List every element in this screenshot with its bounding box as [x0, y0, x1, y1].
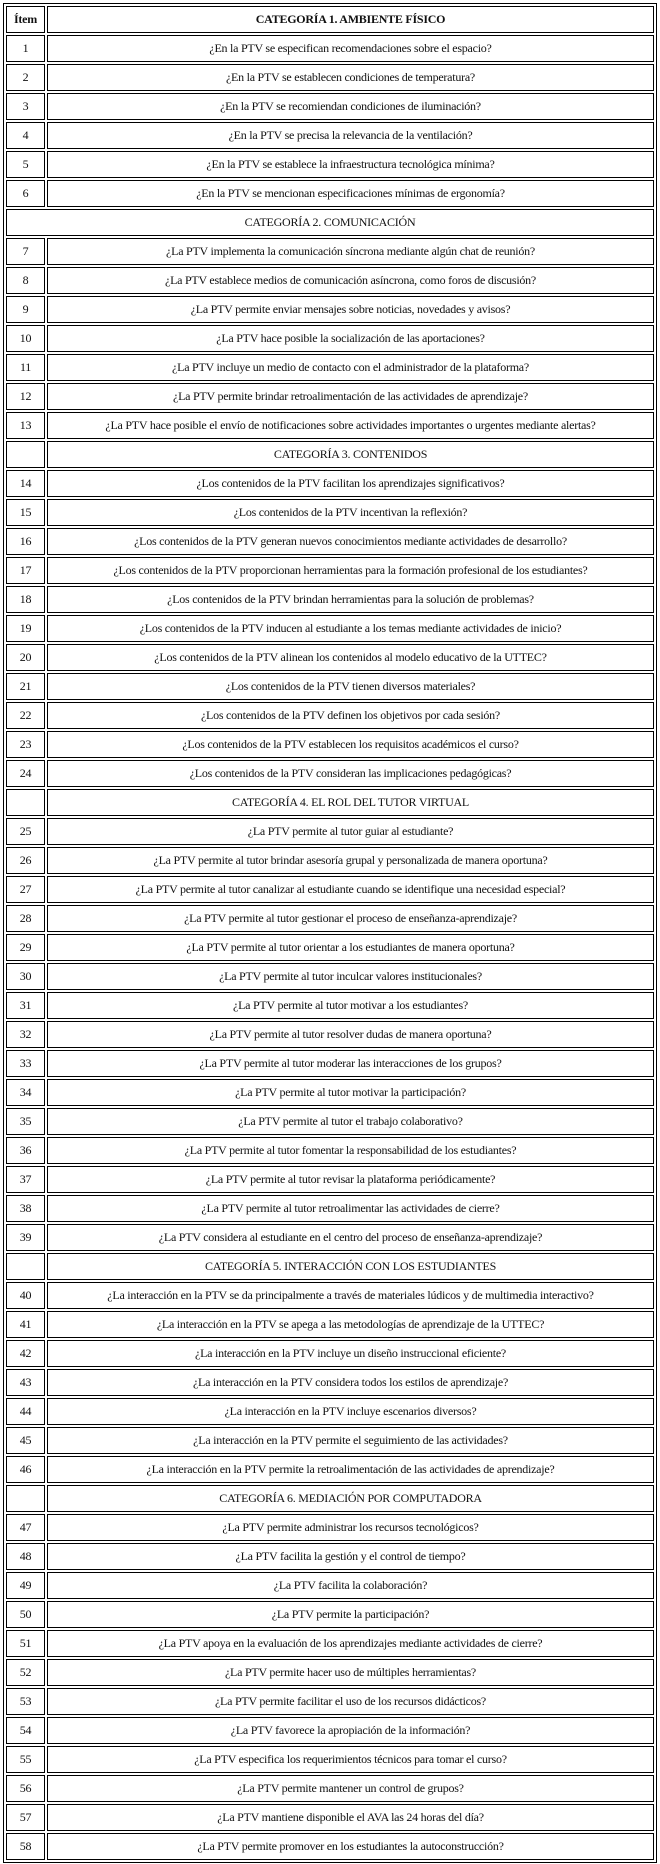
item-number: 20 [6, 644, 45, 671]
item-question: ¿La PTV hace posible la socialización de las aportaciones? [47, 325, 654, 352]
table-row [6, 1079, 654, 1106]
table-row [6, 354, 654, 381]
item-number: 22 [6, 702, 45, 729]
table-row [6, 1456, 654, 1483]
item-number: 15 [6, 499, 45, 526]
table-row [6, 122, 654, 149]
item-number: 45 [6, 1427, 45, 1454]
item-question: ¿La PTV facilita la gestión y el control de tiempo? [47, 1543, 654, 1570]
item-number: 37 [6, 1166, 45, 1193]
item-question: ¿En la PTV se establece la infraestructura tecnológica mínima? [47, 151, 654, 178]
item-number: 11 [6, 354, 45, 381]
table-row [6, 35, 654, 62]
empty-item-cell [6, 1485, 45, 1512]
table-row [6, 1659, 654, 1686]
item-question: ¿La PTV permite al tutor brindar asesoría grupal y personalizada de manera oportuna? [47, 847, 654, 874]
item-number: 41 [6, 1311, 45, 1338]
item-number: 17 [6, 557, 45, 584]
item-question: ¿Los contenidos de la PTV facilitan los aprendizajes significativos? [47, 470, 654, 497]
item-question: ¿La PTV implementa la comunicación síncrona mediante algún chat de reunión? [47, 238, 654, 265]
item-number: 36 [6, 1137, 45, 1164]
item-number: 18 [6, 586, 45, 613]
item-question: ¿La PTV permite al tutor retroalimentar las actividades de cierre? [47, 1195, 654, 1222]
table-row [6, 470, 654, 497]
table-row [6, 1340, 654, 1367]
item-number: 28 [6, 905, 45, 932]
table-row [6, 1833, 654, 1860]
category-row [6, 441, 654, 468]
item-question: ¿La PTV permite facilitar el uso de los recursos didácticos? [47, 1688, 654, 1715]
table-row [6, 499, 654, 526]
category-title: CATEGORÍA 5. INTERACCIÓN CON LOS ESTUDIANTES [47, 1253, 654, 1280]
item-number: 33 [6, 1050, 45, 1077]
item-number: 14 [6, 470, 45, 497]
item-question: ¿La PTV permite brindar retroalimentación de las actividades de aprendizaje? [47, 383, 654, 410]
item-question: ¿La PTV incluye un medio de contacto con el administrador de la plataforma? [47, 354, 654, 381]
item-question: ¿La PTV favorece la apropiación de la información? [47, 1717, 654, 1744]
item-question: ¿La PTV permite al tutor moderar las interacciones de los grupos? [47, 1050, 654, 1077]
item-question: ¿La PTV permite al tutor guiar al estudiante? [47, 818, 654, 845]
table-row [6, 586, 654, 613]
item-number: 16 [6, 528, 45, 555]
table-row [6, 1688, 654, 1715]
item-number: 8 [6, 267, 45, 294]
item-question: ¿Los contenidos de la PTV definen los objetivos por cada sesión? [47, 702, 654, 729]
item-question: ¿Los contenidos de la PTV generan nuevos conocimientos mediante actividades de desarrollo? [47, 528, 654, 555]
item-question: ¿La PTV permite promover en los estudiantes la autoconstrucción? [47, 1833, 654, 1860]
category-row [6, 1253, 654, 1280]
item-number: 5 [6, 151, 45, 178]
items-table [3, 3, 657, 1863]
table-row [6, 1804, 654, 1831]
item-number: 21 [6, 673, 45, 700]
table-row [6, 818, 654, 845]
item-number: 9 [6, 296, 45, 323]
item-question: ¿Los contenidos de la PTV consideran las implicaciones pedagógicas? [47, 760, 654, 787]
category-title: CATEGORÍA 3. CONTENIDOS [47, 441, 654, 468]
item-number: 7 [6, 238, 45, 265]
item-question: ¿Los contenidos de la PTV alinean los contenidos al modelo educativo de la UTTEC? [47, 644, 654, 671]
table-row [6, 383, 654, 410]
table-row [6, 557, 654, 584]
table-row [6, 644, 654, 671]
item-number: 4 [6, 122, 45, 149]
item-question: ¿La PTV permite al tutor el trabajo colaborativo? [47, 1108, 654, 1135]
item-question: ¿La interacción en la PTV permite la retroalimentación de las actividades de aprendizaje? [47, 1456, 654, 1483]
item-question: ¿Los contenidos de la PTV inducen al estudiante a los temas mediante actividades de inicio? [47, 615, 654, 642]
item-number: 31 [6, 992, 45, 1019]
table-row [6, 412, 654, 439]
item-question: ¿La PTV permite la participación? [47, 1601, 654, 1628]
item-question: ¿Los contenidos de la PTV proporcionan herramientas para la formación profesional de los estudiantes? [47, 557, 654, 584]
item-question: ¿La PTV considera al estudiante en el centro del proceso de enseñanza-aprendizaje? [47, 1224, 654, 1251]
item-number: 25 [6, 818, 45, 845]
item-question: ¿Los contenidos de la PTV establecen los requisitos académicos el curso? [47, 731, 654, 758]
item-question: ¿La PTV permite al tutor gestionar el proceso de enseñanza-aprendizaje? [47, 905, 654, 932]
item-number: 26 [6, 847, 45, 874]
table-row [6, 760, 654, 787]
table-row [6, 1311, 654, 1338]
table-row [6, 1369, 654, 1396]
item-question: ¿La PTV permite al tutor motivar a los estudiantes? [47, 992, 654, 1019]
item-number: 56 [6, 1775, 45, 1802]
item-number: 12 [6, 383, 45, 410]
item-question: ¿La PTV hace posible el envío de notificaciones sobre actividades importantes o urgentes mediante alertas? [47, 412, 654, 439]
item-number: 35 [6, 1108, 45, 1135]
item-number: 23 [6, 731, 45, 758]
category-title: CATEGORÍA 2. COMUNICACIÓN [6, 209, 654, 236]
item-question: ¿La PTV permite mantener un control de grupos? [47, 1775, 654, 1802]
item-number: 52 [6, 1659, 45, 1686]
empty-item-cell [6, 1253, 45, 1280]
table-row [6, 1137, 654, 1164]
table-row [6, 1601, 654, 1628]
table-row [6, 1282, 654, 1309]
item-number: 34 [6, 1079, 45, 1106]
item-number: 1 [6, 35, 45, 62]
header-row [6, 6, 654, 33]
table-row [6, 963, 654, 990]
item-number: 51 [6, 1630, 45, 1657]
table-row [6, 1021, 654, 1048]
item-question: ¿La PTV permite al tutor fomentar la responsabilidad de los estudiantes? [47, 1137, 654, 1164]
item-question: ¿La PTV facilita la colaboración? [47, 1572, 654, 1599]
item-question: ¿En la PTV se precisa la relevancia de la ventilación? [47, 122, 654, 149]
item-question: ¿La interacción en la PTV permite el seguimiento de las actividades? [47, 1427, 654, 1454]
item-number: 19 [6, 615, 45, 642]
item-question: ¿La PTV permite hacer uso de múltiples herramientas? [47, 1659, 654, 1686]
table-row [6, 296, 654, 323]
table-row [6, 1050, 654, 1077]
item-number: 55 [6, 1746, 45, 1773]
table-row [6, 1543, 654, 1570]
item-column-header: Ítem [6, 6, 45, 33]
item-question: ¿La PTV permite al tutor orientar a los estudiantes de manera oportuna? [47, 934, 654, 961]
item-number: 44 [6, 1398, 45, 1425]
table-row [6, 1717, 654, 1744]
table-row [6, 1108, 654, 1135]
item-question: ¿Los contenidos de la PTV incentivan la reflexión? [47, 499, 654, 526]
item-number: 47 [6, 1514, 45, 1541]
item-number: 43 [6, 1369, 45, 1396]
item-question: ¿La PTV especifica los requerimientos técnicos para tomar el curso? [47, 1746, 654, 1773]
item-question: ¿La interacción en la PTV se apega a las metodologías de aprendizaje de la UTTEC? [47, 1311, 654, 1338]
table-row [6, 1630, 654, 1657]
table-row [6, 1572, 654, 1599]
item-number: 54 [6, 1717, 45, 1744]
item-number: 24 [6, 760, 45, 787]
item-number: 13 [6, 412, 45, 439]
table-row [6, 702, 654, 729]
item-question: ¿En la PTV se mencionan especificaciones mínimas de ergonomía? [47, 180, 654, 207]
category-row [6, 789, 654, 816]
item-question: ¿Los contenidos de la PTV brindan herramientas para la solución de problemas? [47, 586, 654, 613]
table-row [6, 934, 654, 961]
item-number: 53 [6, 1688, 45, 1715]
table-row [6, 673, 654, 700]
table-row [6, 1195, 654, 1222]
item-number: 57 [6, 1804, 45, 1831]
empty-item-cell [6, 789, 45, 816]
empty-item-cell [6, 441, 45, 468]
table-row [6, 847, 654, 874]
item-question: ¿La PTV permite administrar los recursos tecnológicos? [47, 1514, 654, 1541]
item-question: ¿La PTV permite al tutor motivar la participación? [47, 1079, 654, 1106]
table-row [6, 615, 654, 642]
table-row [6, 1224, 654, 1251]
table-row [6, 151, 654, 178]
item-question: ¿La interacción en la PTV incluye escenarios diversos? [47, 1398, 654, 1425]
item-question: ¿La PTV mantiene disponible el AVA las 24 horas del día? [47, 1804, 654, 1831]
table-row [6, 267, 654, 294]
item-question: ¿La PTV apoya en la evaluación de los aprendizajes mediante actividades de cierre? [47, 1630, 654, 1657]
table-row [6, 1514, 654, 1541]
item-number: 39 [6, 1224, 45, 1251]
item-number: 42 [6, 1340, 45, 1367]
table-row [6, 992, 654, 1019]
table-row [6, 64, 654, 91]
table-row [6, 1398, 654, 1425]
item-question: ¿La PTV permite al tutor resolver dudas de manera oportuna? [47, 1021, 654, 1048]
item-number: 58 [6, 1833, 45, 1860]
table-row [6, 876, 654, 903]
item-question: ¿La PTV permite al tutor inculcar valores institucionales? [47, 963, 654, 990]
category-title: CATEGORÍA 6. MEDIACIÓN POR COMPUTADORA [47, 1485, 654, 1512]
category-title: CATEGORÍA 1. AMBIENTE FÍSICO [47, 6, 654, 33]
table-row [6, 1746, 654, 1773]
item-number: 40 [6, 1282, 45, 1309]
item-question: ¿La PTV permite al tutor revisar la plataforma periódicamente? [47, 1166, 654, 1193]
category-row [6, 209, 654, 236]
item-number: 3 [6, 93, 45, 120]
table-row [6, 93, 654, 120]
item-question: ¿Los contenidos de la PTV tienen diversos materiales? [47, 673, 654, 700]
item-number: 29 [6, 934, 45, 961]
table-row [6, 1427, 654, 1454]
item-question: ¿La interacción en la PTV considera todos los estilos de aprendizaje? [47, 1369, 654, 1396]
table-row [6, 528, 654, 555]
item-number: 6 [6, 180, 45, 207]
item-number: 49 [6, 1572, 45, 1599]
item-question: ¿La interacción en la PTV incluye un diseño instruccional eficiente? [47, 1340, 654, 1367]
items-table-body [6, 6, 654, 1860]
item-question: ¿En la PTV se especifican recomendaciones sobre el espacio? [47, 35, 654, 62]
item-number: 38 [6, 1195, 45, 1222]
category-title: CATEGORÍA 4. EL ROL DEL TUTOR VIRTUAL [47, 789, 654, 816]
item-number: 2 [6, 64, 45, 91]
item-number: 50 [6, 1601, 45, 1628]
item-number: 32 [6, 1021, 45, 1048]
item-number: 10 [6, 325, 45, 352]
item-question: ¿En la PTV se establecen condiciones de temperatura? [47, 64, 654, 91]
item-question: ¿La PTV establece medios de comunicación asíncrona, como foros de discusión? [47, 267, 654, 294]
table-row [6, 1166, 654, 1193]
item-number: 46 [6, 1456, 45, 1483]
item-number: 27 [6, 876, 45, 903]
item-question: ¿En la PTV se recomiendan condiciones de iluminación? [47, 93, 654, 120]
table-row [6, 1775, 654, 1802]
item-number: 48 [6, 1543, 45, 1570]
item-question: ¿La PTV permite enviar mensajes sobre noticias, novedades y avisos? [47, 296, 654, 323]
table-row [6, 905, 654, 932]
table-row [6, 731, 654, 758]
item-question: ¿La PTV permite al tutor canalizar al estudiante cuando se identifique una necesidad especial? [47, 876, 654, 903]
table-row [6, 325, 654, 352]
item-question: ¿La interacción en la PTV se da principalmente a través de materiales lúdicos y de multimedia interactivo? [47, 1282, 654, 1309]
table-row [6, 180, 654, 207]
table-row [6, 238, 654, 265]
category-row [6, 1485, 654, 1512]
item-number: 30 [6, 963, 45, 990]
